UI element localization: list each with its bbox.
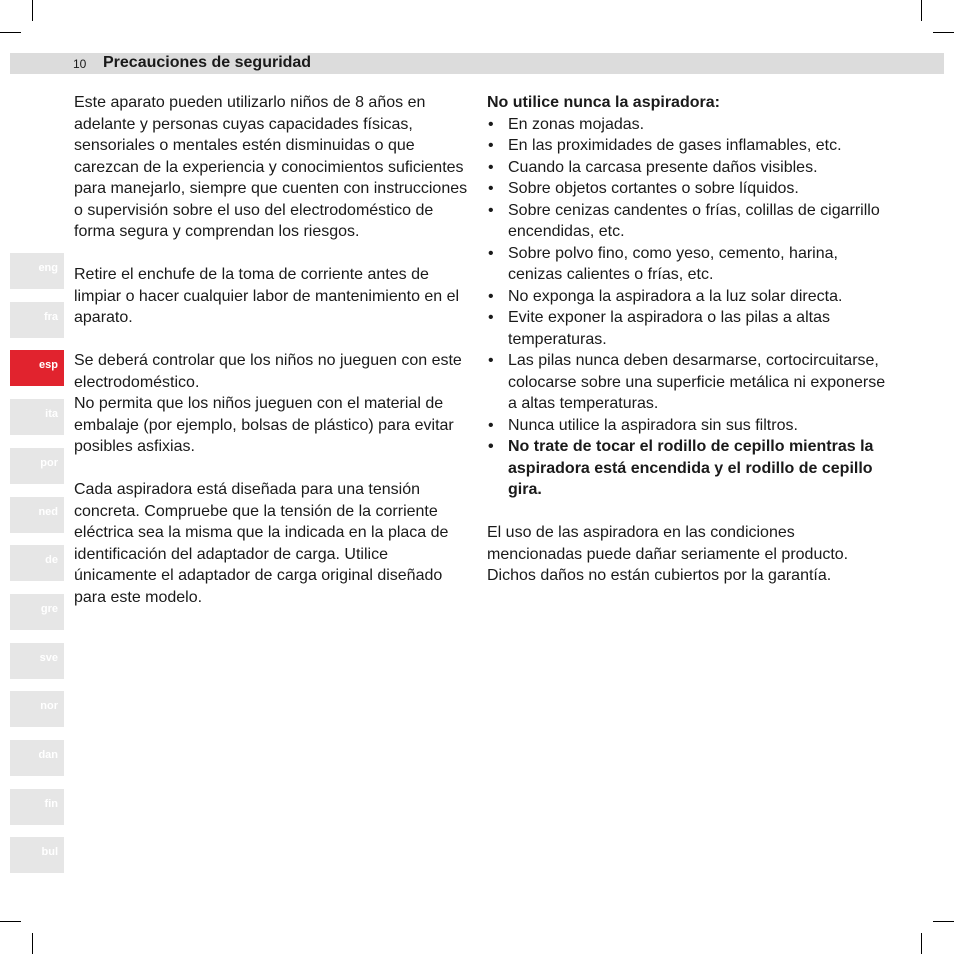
- paragraph-packaging: No permita que los niños jueguen con el material de embalaje (por ejemplo, bolsas de plástico) para evitar posibles asfixias.: [74, 395, 454, 455]
- right-column: [487, 92, 887, 587]
- list-item-emphasized: • No trate de tocar el rodillo de cepillo mientras la aspiradora está encendida y el rodillo de cepillo gira.: [488, 438, 874, 498]
- list-item: • Nunca utilice la aspiradora sin sus filtros.: [487, 415, 887, 437]
- lang-tab-sve[interactable]: sve: [10, 643, 64, 679]
- lang-tab-bul[interactable]: bul: [10, 837, 64, 873]
- bullet-icon: •: [488, 201, 494, 219]
- bullet-icon: •: [488, 244, 494, 262]
- left-column: [74, 92, 474, 608]
- lang-tab-esp[interactable]: esp: [10, 350, 64, 386]
- bullet-icon: •: [488, 416, 494, 434]
- lang-tab-ned[interactable]: ned: [10, 497, 64, 533]
- lang-tab-gre[interactable]: gre: [10, 594, 64, 630]
- list-item: • Sobre objetos cortantes o sobre líquidos.: [487, 178, 887, 200]
- bullet-icon: •: [488, 137, 494, 154]
- crop-mark-top-left-v: [32, 0, 33, 21]
- list-item: • No exponga la aspiradora a la luz solar directa.: [487, 286, 887, 308]
- list-item: • En las proximidades de gases inflamables, etc.: [487, 135, 887, 157]
- crop-mark-top-right-v: [921, 0, 922, 21]
- list-item: • Evite exponer la aspiradora o las pilas a altas temperaturas.: [488, 309, 830, 348]
- lang-tab-de[interactable]: de: [10, 545, 64, 581]
- list-item: • Sobre polvo fino, como yeso, cemento, harina, cenizas calientes o frías, etc.: [488, 244, 838, 283]
- list-item: • Cuando la carcasa presente daños visibles.: [487, 157, 887, 179]
- bullet-icon: •: [488, 180, 494, 197]
- bullet-icon: •: [488, 287, 494, 305]
- lang-tab-por[interactable]: por: [10, 448, 64, 484]
- crop-mark-bottom-left-v: [32, 933, 33, 954]
- paragraph-unplug: Retire el enchufe de la toma de corriente antes de limpiar o hacer cualquier labor de mantenimiento en el aparato.: [74, 266, 460, 326]
- lang-tab-fin[interactable]: fin: [10, 789, 64, 825]
- closing-paragraph: El uso de las aspiradora en las condiciones mencionadas puede dañar seriamente el producto. Dichos daños no están cubiertos por la garantía.: [487, 524, 849, 584]
- bullet-icon: •: [488, 158, 494, 176]
- section-title: Precauciones de seguridad: [103, 54, 312, 71]
- paragraph-supervise-children: Se deberá controlar que los niños no jueguen con este electrodoméstico.: [74, 352, 462, 391]
- bullet-icon: •: [488, 352, 494, 369]
- paragraph-children-use: Este aparato pueden utilizarlo niños de 8 años en adelante y personas cuyas capacidades físicas, sensoriales o mentales estén disminuidas o que carezcan de la experiencia y conocimientos suficientes para manejarlo, siempre que cuenten con instrucciones o supervisión sobre el uso del electrodoméstico de forma segura y comprendan los riesgos.: [74, 94, 468, 240]
- paragraph-voltage: Cada aspiradora está diseñada para una tensión concreta. Compruebe que la tensión de la corriente eléctrica sea la misma que la indicada en la placa de identificación del adaptador de carga. Utilice únicamente el adaptador de carga original diseñado para este modelo.: [74, 481, 449, 606]
- crop-mark-bottom-left-h: [0, 921, 21, 922]
- crop-mark-bottom-right-v: [921, 933, 922, 954]
- lang-tab-eng[interactable]: eng: [10, 253, 64, 289]
- bullet-icon: •: [488, 115, 494, 133]
- page-number: 10: [73, 57, 87, 71]
- lang-tab-ita[interactable]: ita: [10, 399, 64, 435]
- list-item: • En zonas mojadas.: [487, 114, 887, 136]
- lang-tab-dan[interactable]: dan: [10, 740, 64, 776]
- list-item: • Sobre cenizas candentes o frías, colillas de cigarrillo encendidas, etc.: [488, 201, 880, 240]
- warning-list: [487, 114, 887, 501]
- crop-mark-top-right-h: [933, 32, 954, 33]
- bullet-icon: •: [488, 438, 494, 455]
- crop-mark-bottom-right-h: [933, 921, 954, 922]
- bullet-icon: •: [488, 309, 494, 326]
- warning-heading: No utilice nunca la aspiradora:: [487, 94, 720, 111]
- crop-mark-top-left-h: [0, 32, 21, 33]
- lang-tab-fra[interactable]: fra: [10, 302, 64, 338]
- list-item: • Las pilas nunca deben desarmarse, cortocircuitarse, colocarse sobre una superficie metálica ni exponerse a altas temperaturas.: [488, 352, 886, 412]
- lang-tab-nor[interactable]: nor: [10, 691, 64, 727]
